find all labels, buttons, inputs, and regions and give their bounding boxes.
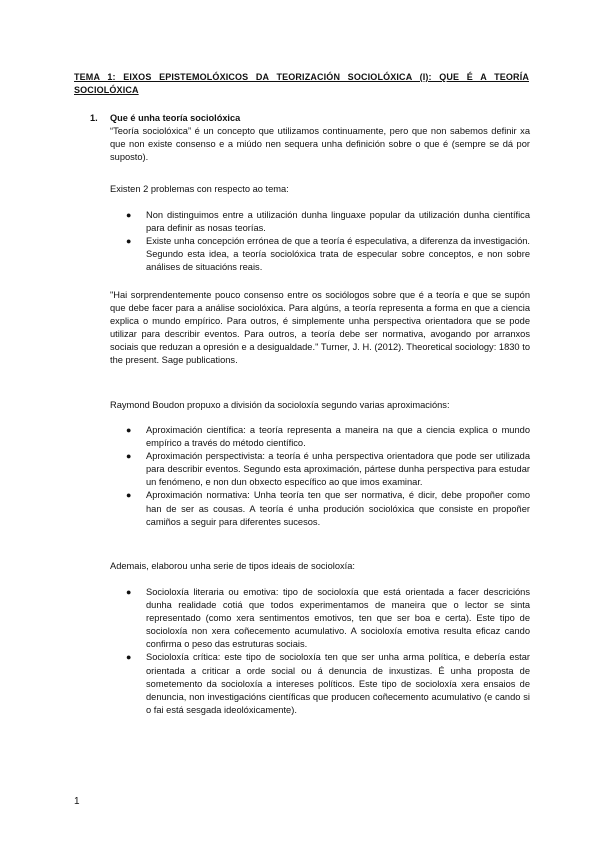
problems-intro: Existen 2 problemas con respecto ao tema: [110,184,289,194]
list-item [126,586,530,651]
types-list [126,586,530,717]
bullet-icon: ● [126,652,132,663]
list-item-text: Aproximación perspectivista: a teoría é unha perspectiva orientadora que pode ser utilizada para describir eventos. Segundo esta aproximación, pártese dunha perspectiva para estudar un fenómeno, e non dun obxecto específico ao que imos examinar. [146,451,530,488]
bullet-icon: ● [126,490,132,501]
intro-paragraph: “Teoría sociolóxica” é un concepto que utilizamos continuamente, pero que non sabemos definir xa que non existe consenso e a miúdo nen sequera unha definición sobre o que é (sempre se dá por suposto). [110,126,530,163]
list-item [126,450,530,489]
list-item-text: Socioloxía literaria ou emotiva: tipo de socioloxía que está orientada a facer descricións dunha realidade cotiá que todos experimentamos de maneira que o lector se sinta representado (como xera sentimentos emotivos, ten que ser boa e certa). Este tipo de socioloxía non xera coñecemento acumulativo. A socioloxía emotiva resulta eficaz cando confirma o peso das estruturas sociais. [146,587,530,650]
section-number: 1. [90,113,98,123]
list-item-text: Socioloxía crítica: este tipo de socioloxía ten que ser unha arma política, e debería estar orientada a criticar a orde social ou á denuncia de inxustizas. É unha proposta de sometemento da socioloxía a intereses políticos. Este tipo de socioloxía xera ensaios de denuncia, non investigacións científicas que producen coñecemento acumulativo (e cando si o fai está sesgada ideolóxicamente). [146,652,530,715]
document-title: TEMA 1: EIXOS EPISTEMOLÓXICOS DA TEORIZACIÓN SOCIOLÓXICA (I): QUE É A TEORÍA SOCIOLÓXICA [74,72,529,95]
list-item [126,424,530,450]
approaches-list [126,424,530,529]
list-item-text: Aproximación científica: a teoría representa a maneira na que a ciencia explica o mundo empírico a través do método científico. [146,425,530,449]
boudon-intro: Raymond Boudon propuxo a división da socioloxía segundo varias aproximacións: [110,400,450,410]
bullet-icon: ● [126,425,132,435]
list-item [126,235,530,274]
list-item-text: Existe unha concepción errónea de que a teoría é especulativa, a diferenza da investigación. Segundo esta idea, a teoría sociolóxica trata de especular sobre conceptos, e non sobre análises de situacións reais. [146,236,530,273]
page-number: 1 [74,796,80,807]
section-heading [90,112,530,124]
list-item-text: Non distinguimos entre a utilización dunha linguaxe popular da utilización dunha científica para definir as nosas teorías. [146,210,530,234]
bullet-icon: ● [126,236,132,247]
problems-list [126,209,530,274]
quote-paragraph: "Hai sorprendentemente pouco consenso entre os sociólogos sobre que é a teoría e que se supón que debe facer para a análise sociolóxica. Para algúns, a teoría representa a forma en que a ciencia explica o mundo empírico. Para outros, é simplemente unha perspectiva orientadora que se pode utilizar para describir eventos. Para outros, a teoría debe ser normativa, avogando por arranxos sociais que reduzan a opresión e a desigualdade." Turner, J. H. (2012). Theoretical sociology: 1830 to the present. Sage publications. [110,290,530,366]
list-item [126,489,530,528]
ademais-intro: Ademais, elaborou unha serie de tipos ideais de socioloxía: [110,561,355,571]
bullet-icon: ● [126,587,132,597]
section-title: Que é unha teoría sociolóxica [110,113,241,123]
bullet-icon: ● [126,210,132,220]
list-item [126,209,530,235]
list-item-text: Aproximación normativa: Unha teoría ten que ser normativa, é dicir, debe propoñer como han de ser as cousas. A teoría é unha produción sociolóxica que consiste en propoñer camiños a seguir para diferentes sucesos. [146,490,530,527]
bullet-icon: ● [126,451,132,462]
list-item [126,651,530,716]
